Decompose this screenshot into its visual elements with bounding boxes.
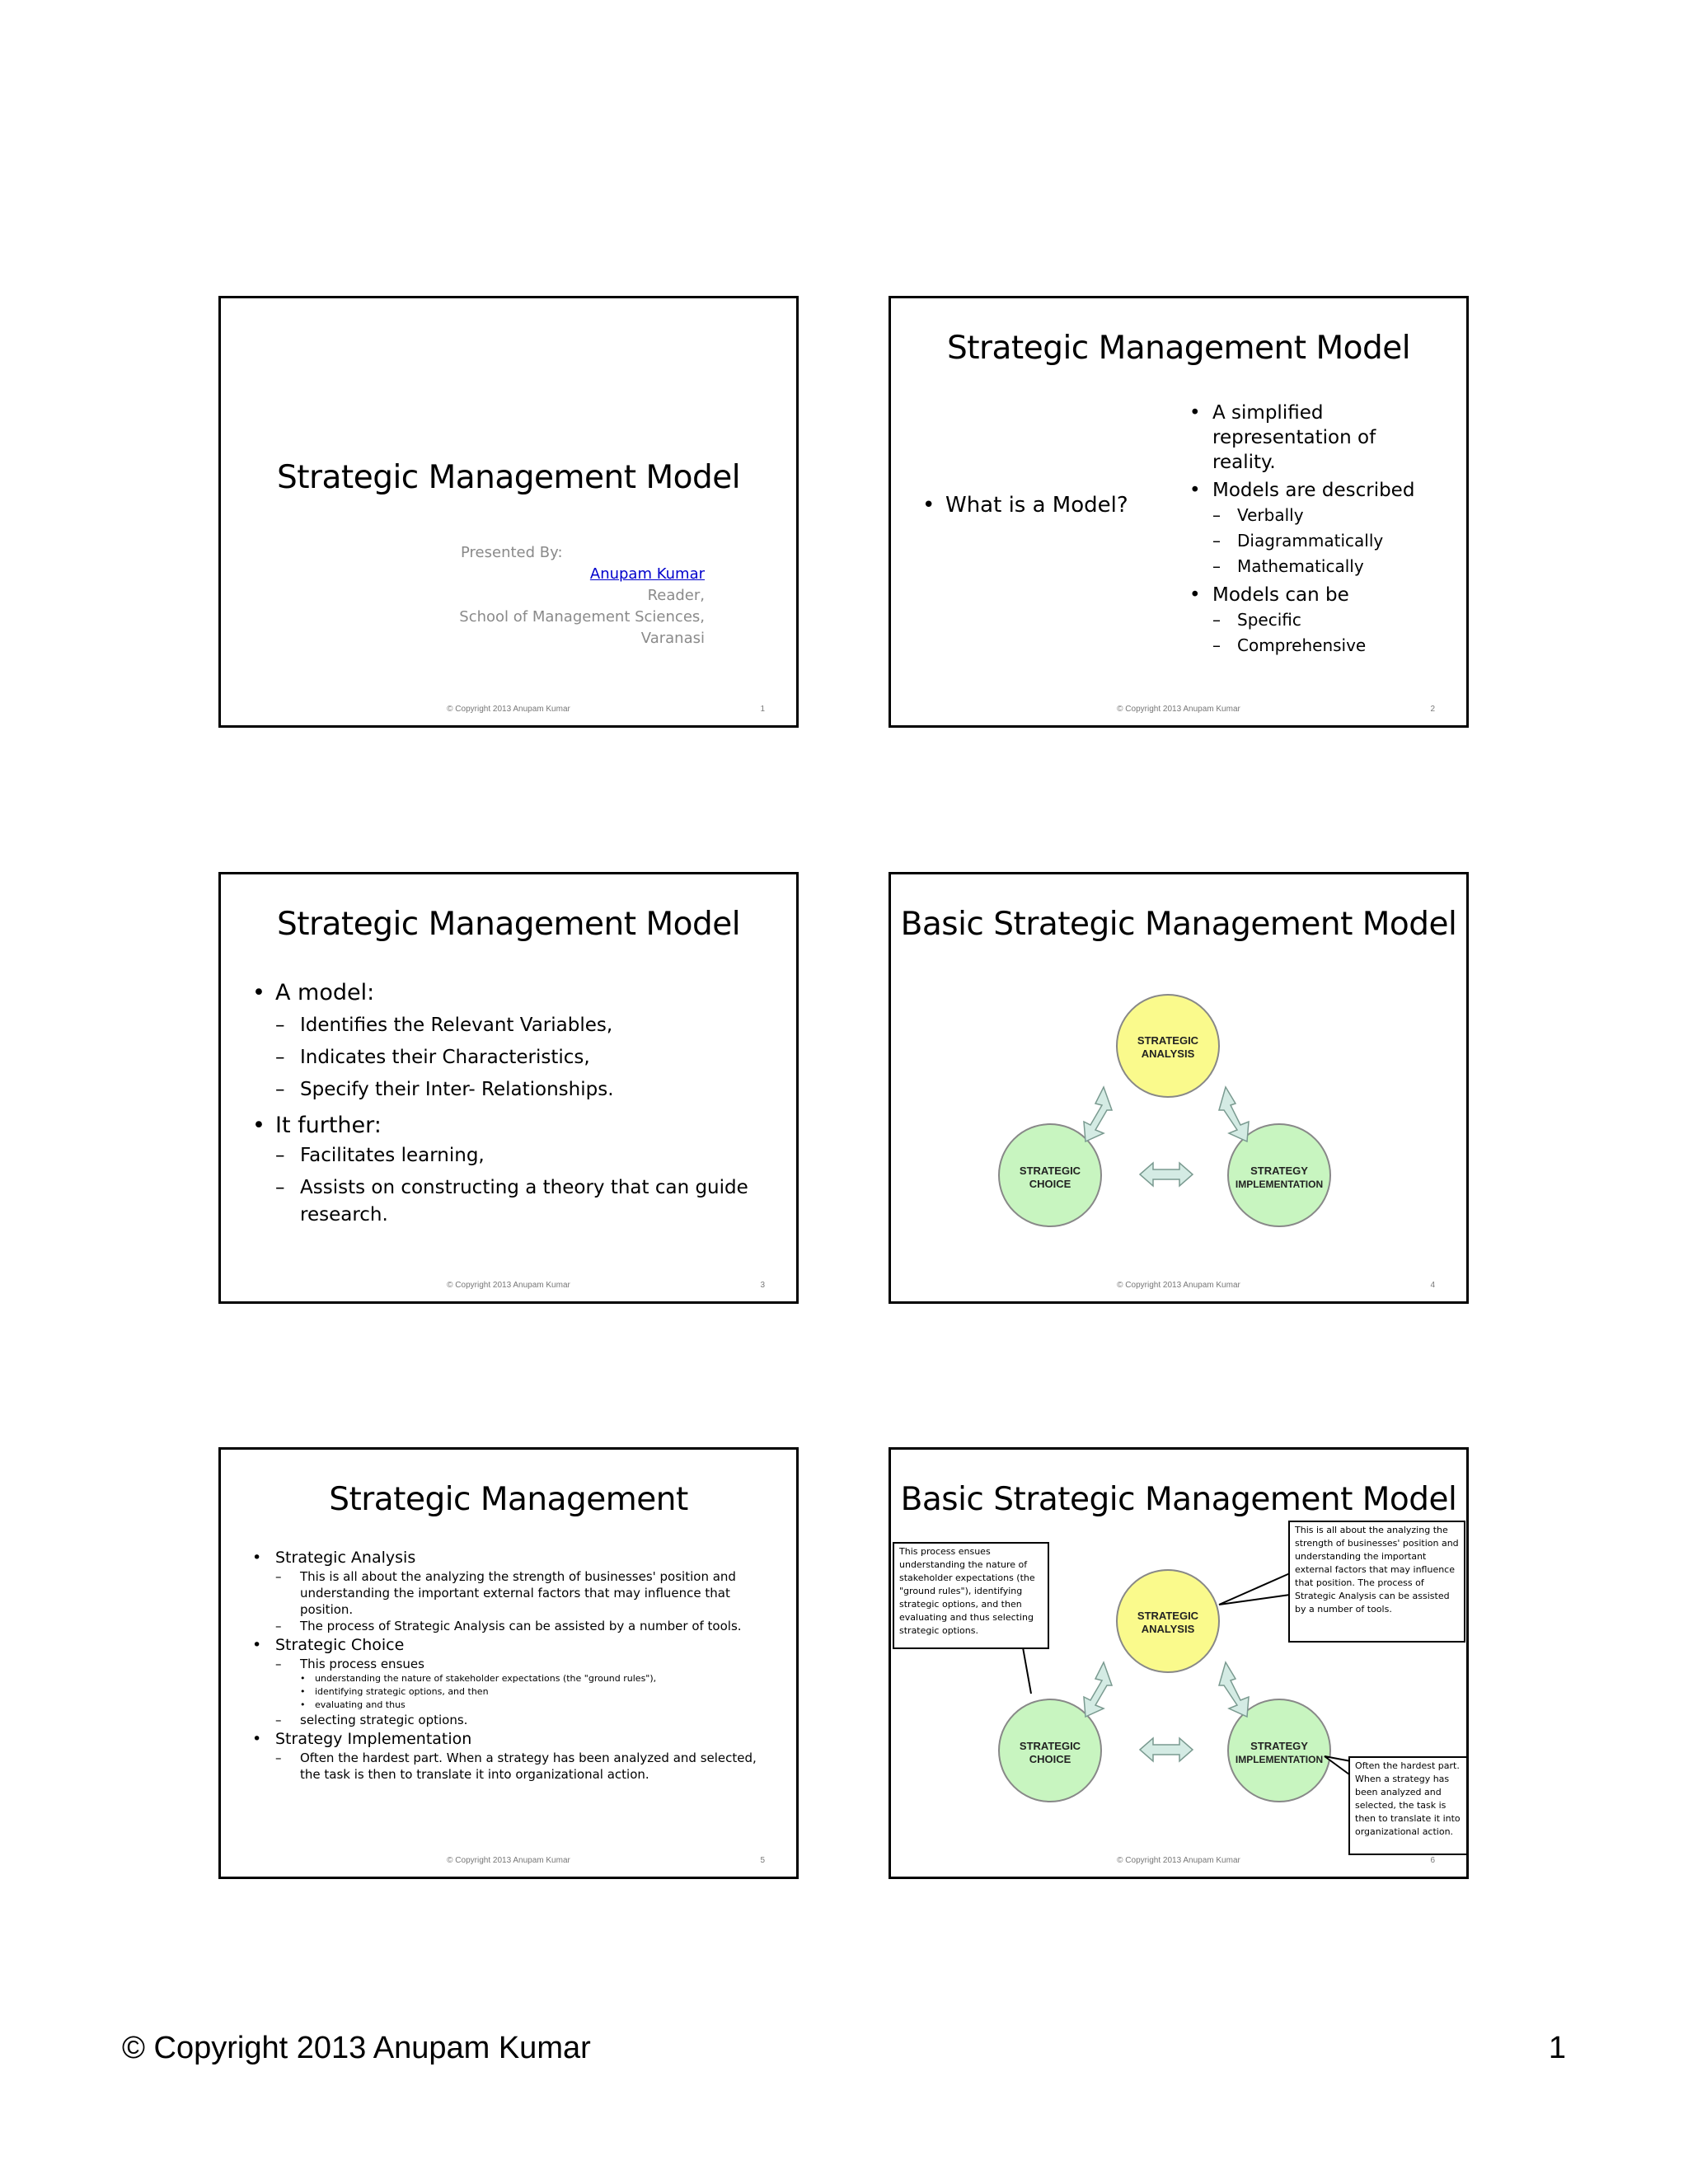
page-number: 1	[1548, 2031, 1566, 2065]
slide-3	[218, 872, 799, 1304]
list-item: – Diagrammatically	[1212, 528, 1437, 554]
author-role: Reader,	[647, 587, 705, 604]
strategy-cycle-diagram	[988, 980, 1351, 1252]
list-item: – selecting strategic options.	[275, 1712, 763, 1728]
list-item: – Specify their Inter- Relationships.	[275, 1074, 763, 1106]
list-item: – Assists on constructing a theory that can guide research.	[275, 1174, 763, 1229]
list-item: – Identifies the Relevant Variables,	[275, 1010, 763, 1042]
list-item: – This is all about the analyzing the strength of businesses' position and understanding the important external factors that may influence that position.	[275, 1568, 763, 1618]
analysis-label-2: ANALYSIS	[1141, 1047, 1195, 1060]
choice-callout: This process ensues understanding the nature of stakeholder expectations (the "ground rules"), identifying strategic options, and then evaluating and thus selecting strategic options.	[893, 1542, 1049, 1649]
implementation-callout: Often the hardest part. When a strategy has been analyzed and selected, the task is then to translate it into organizational action.	[1348, 1756, 1468, 1855]
impl-label-2: IMPLEMENTATION	[1235, 1754, 1324, 1765]
slide-number: 1	[760, 705, 765, 714]
choice-label-1: STRATEGIC	[1019, 1165, 1081, 1177]
impl-label-1: STRATEGY	[1250, 1165, 1308, 1177]
analysis-label-2: ANALYSIS	[1141, 1623, 1195, 1635]
author-city: Varanasi	[640, 630, 705, 647]
definition-list	[1189, 401, 1437, 658]
impl-label-2: IMPLEMENTATION	[1235, 1179, 1324, 1190]
slide-number: 3	[760, 1281, 765, 1290]
list-item: – Comprehensive	[1212, 633, 1437, 658]
page-copyright: © Copyright 2013 Anupam Kumar	[122, 2031, 591, 2065]
list-item: • Strategic Analysis	[252, 1547, 763, 1568]
list-item: • Strategy Implementation	[252, 1728, 763, 1750]
list-item: • A simplified representation of reality.	[1189, 401, 1437, 475]
slide-title: Basic Strategic Management Model	[900, 1481, 1457, 1518]
slide-5	[218, 1447, 799, 1879]
slide-footer: © Copyright 2013 Anupam Kumar	[1117, 1856, 1240, 1865]
impl-label-1: STRATEGY	[1250, 1740, 1308, 1752]
slide-4	[889, 872, 1469, 1304]
left-double-arrow	[1084, 1087, 1112, 1141]
author-institution: School of Management Sciences,	[459, 608, 705, 626]
slide-footer: © Copyright 2013 Anupam Kumar	[447, 705, 570, 714]
slide-title: Strategic Management Model	[946, 330, 1411, 367]
slide-2	[889, 296, 1469, 728]
slide-number: 2	[1430, 705, 1435, 714]
list-item: • A model:	[252, 977, 763, 1010]
list-item: • Models are described	[1189, 478, 1437, 503]
list-item: – Mathematically	[1212, 554, 1437, 579]
right-double-arrow	[1219, 1087, 1249, 1141]
list-item: – The process of Strategic Analysis can be assisted by a number of tools.	[275, 1618, 763, 1634]
slide-number: 5	[760, 1856, 765, 1865]
list-item: • identifying strategic options, and then	[300, 1685, 763, 1699]
slide-footer: © Copyright 2013 Anupam Kumar	[1117, 1281, 1240, 1290]
slide-6	[889, 1447, 1469, 1879]
choice-label-2: CHOICE	[1029, 1753, 1071, 1765]
list-item: • evaluating and thus	[300, 1699, 763, 1712]
slide-title: Strategic Management Model	[276, 459, 741, 496]
slide-footer: © Copyright 2013 Anupam Kumar	[447, 1281, 570, 1290]
slide-number: 6	[1430, 1856, 1435, 1865]
list-item: • It further:	[252, 1109, 763, 1142]
content-list	[252, 977, 763, 1229]
question-bullet: • What is a Model?	[922, 493, 1469, 518]
slide-title: Basic Strategic Management Model	[900, 906, 1457, 943]
choice-label-2: CHOICE	[1029, 1178, 1071, 1190]
list-item: – Facilitates learning,	[275, 1142, 763, 1169]
list-item: – Verbally	[1212, 503, 1437, 528]
slide-footer: © Copyright 2013 Anupam Kumar	[447, 1856, 570, 1865]
list-item: • Strategic Choice	[252, 1634, 763, 1656]
list-item: • understanding the nature of stakeholder expectations (the "ground rules"),	[300, 1672, 763, 1685]
slide-number: 4	[1430, 1281, 1435, 1290]
list-item: • Models can be	[1189, 583, 1437, 607]
list-item: – Indicates their Characteristics,	[275, 1042, 763, 1074]
slide-footer: © Copyright 2013 Anupam Kumar	[1117, 705, 1240, 714]
slide-1	[218, 296, 799, 728]
author-link[interactable]: Anupam Kumar	[589, 565, 705, 583]
slide-title: Strategic Management	[329, 1481, 688, 1518]
slide-title: Strategic Management Model	[276, 906, 741, 943]
list-item: – Specific	[1212, 607, 1437, 633]
presented-by-label: Presented By:	[461, 544, 563, 561]
list-item: – Often the hardest part. When a strategy has been analyzed and selected, the task is then to translate it into organizational action.	[275, 1750, 763, 1783]
analysis-label-1: STRATEGIC	[1137, 1034, 1199, 1047]
content-list	[252, 1547, 763, 1783]
list-item: – This process ensues	[275, 1656, 763, 1672]
analysis-label-1: STRATEGIC	[1137, 1610, 1199, 1622]
bottom-double-arrow	[1140, 1163, 1193, 1186]
analysis-callout: This is all about the analyzing the strength of businesses' position and understanding the important external factors that may influence that position. The process of Strategic Analysis can be assisted by a number of tools.	[1288, 1521, 1465, 1643]
choice-label-1: STRATEGIC	[1019, 1740, 1081, 1752]
